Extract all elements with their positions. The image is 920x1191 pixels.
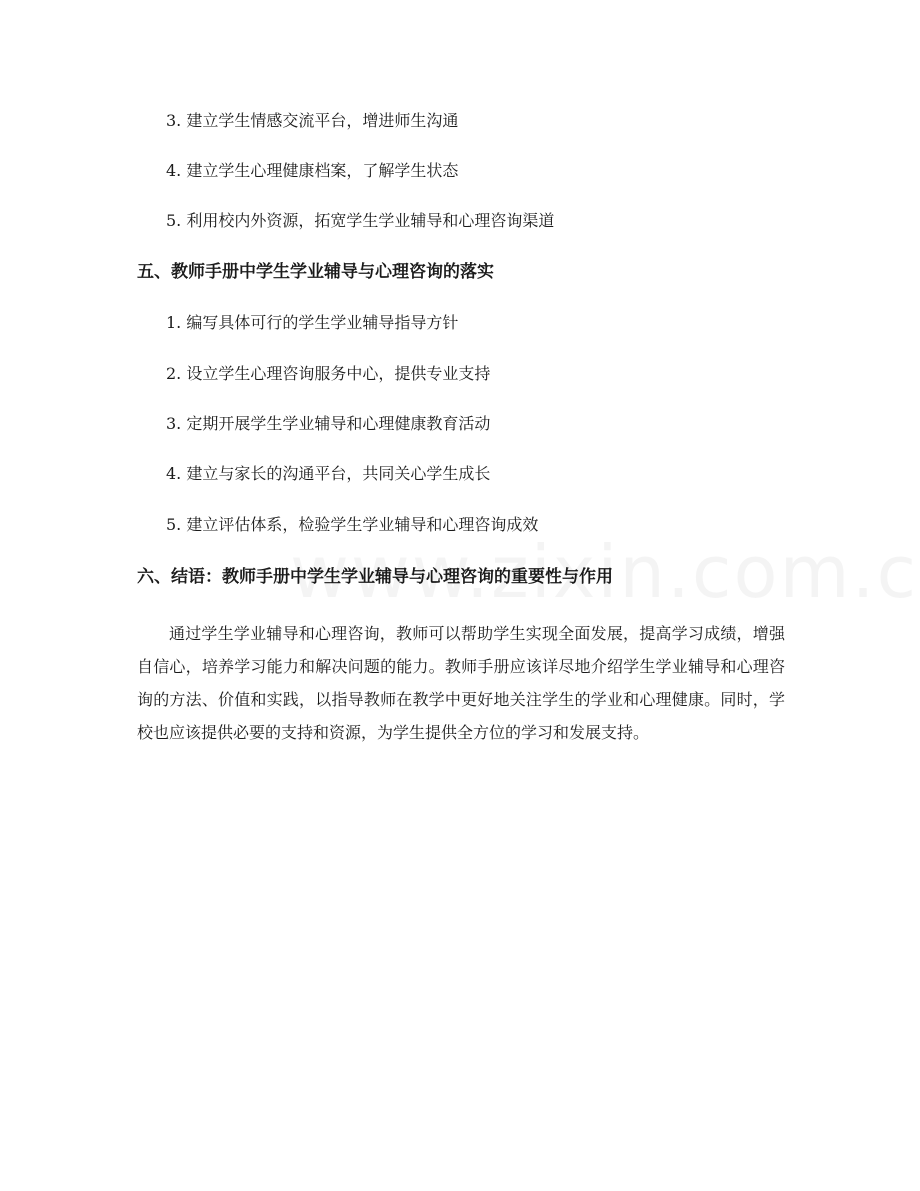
list-item: 5. 建立评估体系，检验学生学业辅导和心理咨询成效 <box>166 515 539 534</box>
conclusion-paragraph: 通过学生学业辅导和心理咨询，教师可以帮助学生实现全面发展，提高学习成绩，增强自信心，培养学习能力和解决问题的能力。教师手册应该详尽地介绍学生学业辅导和心理咨询的方法、价值和实践，以指导教师在教学中更好地关注学生的学业和心理健康。同时，学校也应该提供必要的支持和资源，为学生提供全方位的学习和发展支持。 <box>137 624 785 742</box>
list-item: 4. 建立与家长的沟通平台，共同关心学生成长 <box>166 464 491 483</box>
list-item: 2. 设立学生心理咨询服务中心，提供专业支持 <box>166 364 491 383</box>
list-item: 1. 编写具体可行的学生学业辅导指导方针 <box>166 313 459 332</box>
section-heading: 五、教师手册中学生学业辅导与心理咨询的落实 <box>137 262 494 282</box>
list-item: 3. 定期开展学生学业辅导和心理健康教育活动 <box>166 414 491 433</box>
section-heading: 六、结语：教师手册中学生学业辅导与心理咨询的重要性与作用 <box>137 567 613 587</box>
list-item: 3. 建立学生情感交流平台，增进师生沟通 <box>166 111 459 130</box>
list-item: 4. 建立学生心理健康档案，了解学生状态 <box>166 161 459 180</box>
list-item: 5. 利用校内外资源，拓宽学生学业辅导和心理咨询渠道 <box>166 211 555 230</box>
